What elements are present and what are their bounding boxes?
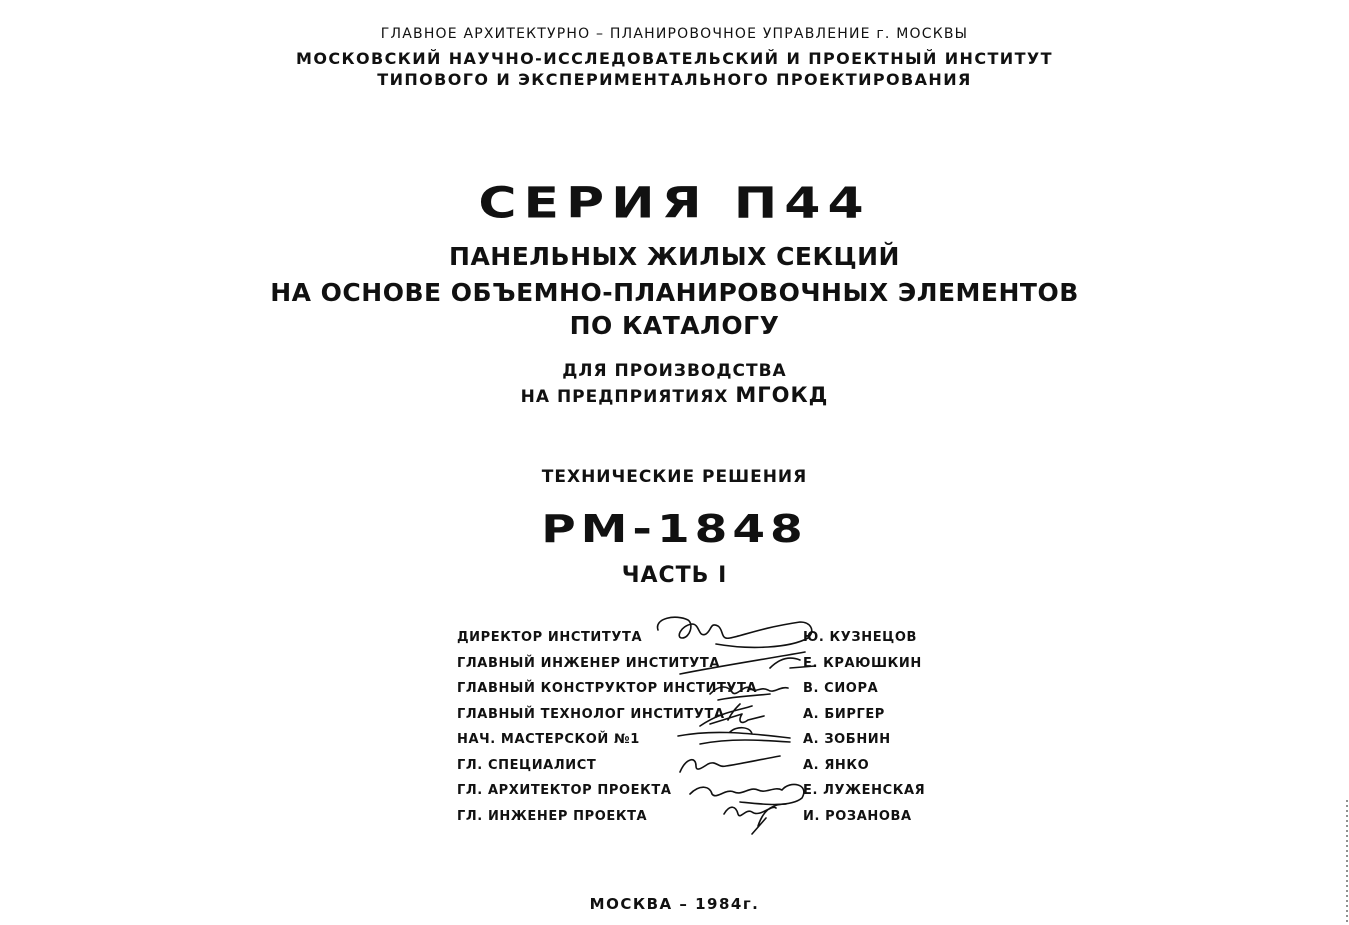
signatory-position: ГЛ. СПЕЦИАЛИСТ <box>457 757 597 773</box>
ministry-line: ГЛАВНОЕ АРХИТЕКТУРНО – ПЛАНИРОВОЧНОЕ УПРАВЛЕНИЕ г. МОСКВЫ <box>380 26 969 42</box>
institute-specialization-line: ТИПОВОГО И ЭКСПЕРИМЕНТАЛЬНОГО ПРОЕКТИРОВАНИЯ <box>377 70 972 89</box>
institute-line: МОСКОВСКИЙ НАУЧНО-ИССЛЕДОВАТЕЛЬСКИЙ И ПРОЕКТНЫЙ ИНСТИТУТ <box>296 49 1053 68</box>
subtitle-line-2: НА ОСНОВЕ ОБЪЕМНО-ПЛАНИРОВОЧНЫХ ЭЛЕМЕНТОВ <box>270 278 1079 307</box>
signatory-name: А. ЗОБНИН <box>803 732 891 747</box>
signatory-position: ГЛ. ИНЖЕНЕР ПРОЕКТА <box>457 808 648 824</box>
part-label: ЧАСТЬ I <box>621 563 728 588</box>
signatory-name: Е. КРАЮШКИН <box>803 655 922 671</box>
signature-8 <box>724 804 786 834</box>
subtitle-line-3: ПО КАТАЛОГУ <box>569 311 780 340</box>
handwritten-signatures <box>640 608 830 838</box>
signatory-position: ГЛАВНЫЙ ИНЖЕНЕР ИНСТИТУТА <box>457 655 721 671</box>
signature-7 <box>690 784 804 804</box>
signatory-name: В. СИОРА <box>803 681 879 696</box>
signatory-name: Ю. КУЗНЕЦОВ <box>803 630 917 645</box>
production-organization: МГОКД <box>735 383 829 407</box>
signature-3 <box>710 687 788 700</box>
signature-5 <box>678 728 790 744</box>
document-code: РМ-1848 <box>541 506 808 552</box>
signature-1 <box>658 617 812 647</box>
signatory-position: ГЛАВНЫЙ КОНСТРУКТОР ИНСТИТУТА <box>457 681 758 696</box>
place-and-year: МОСКВА – 1984г. <box>589 895 760 913</box>
subtitle-line-1: ПАНЕЛЬНЫХ ЖИЛЫХ СЕКЦИЙ <box>449 242 900 271</box>
signatory-name: Е. ЛУЖЕНСКАЯ <box>803 783 926 798</box>
signature-2 <box>680 652 815 674</box>
production-line-1: ДЛЯ ПРОИЗВОДСТВА <box>562 361 787 381</box>
signatory-name: А. БИРГЕР <box>803 706 885 722</box>
signature-6 <box>680 756 780 772</box>
signatory-position: ГЛАВНЫЙ ТЕХНОЛОГ ИНСТИТУТА <box>457 706 725 722</box>
signatory-position: ГЛ. АРХИТЕКТОР ПРОЕКТА <box>457 783 672 798</box>
signatory-name: И. РОЗАНОВА <box>803 808 912 824</box>
scan-edge-mark <box>1346 800 1348 925</box>
signatory-position: НАЧ. МАСТЕРСКОЙ №1 <box>457 732 640 747</box>
signatory-position: ДИРЕКТОР ИНСТИТУТА <box>457 630 643 645</box>
signatory-name: А. ЯНКО <box>803 757 870 773</box>
series-title: СЕРИЯ П44 <box>478 178 871 228</box>
technical-solutions-label: ТЕХНИЧЕСКИЕ РЕШЕНИЯ <box>541 467 808 487</box>
production-line-2 <box>0 385 1349 406</box>
signature-4 <box>700 704 764 726</box>
production-prefix: НА ПРЕДПРИЯТИЯХ <box>520 387 729 407</box>
